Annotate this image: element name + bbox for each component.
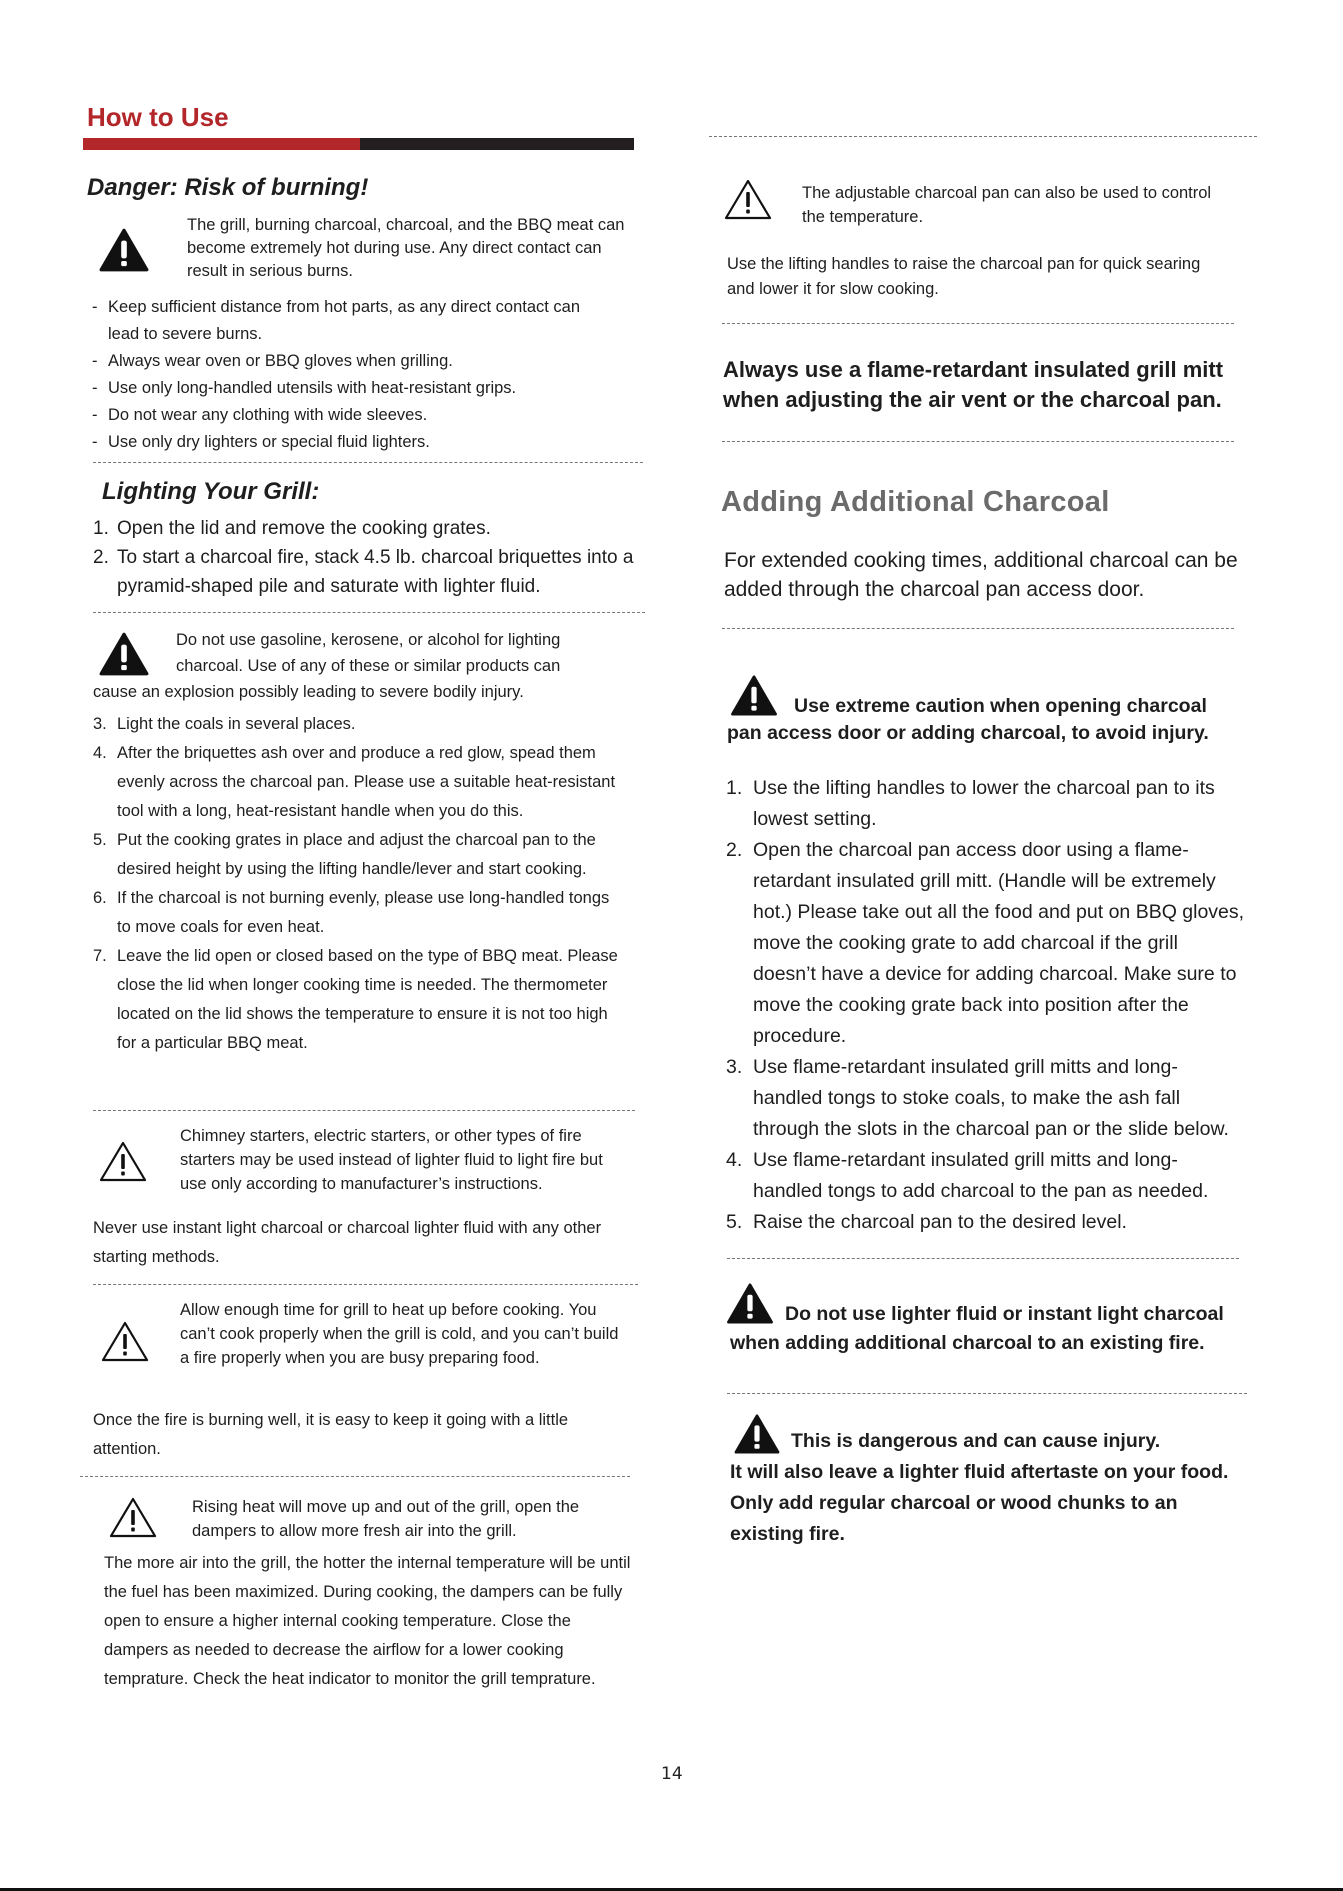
lighting-steps: [93, 514, 653, 601]
divider: [727, 1258, 1239, 1259]
lighting-step: 1. Open the lid and remove the cooking grates.: [93, 518, 491, 539]
gasoline-warning: Do not use gasoline, kerosene, or alcohol for lighting charcoal. Use of any of these or similar products can: [176, 631, 561, 675]
warning-triangle-filled-icon: [726, 1283, 774, 1324]
caution-text: Use extreme caution when opening charcoal: [794, 695, 1207, 717]
lighting-step: 2. To start a charcoal fire, stack 4.5 lb. charcoal briquettes into a pyramid-shaped pile and saturate with lighter fluid.: [93, 547, 634, 597]
divider: [80, 1476, 630, 1477]
adding-step: 4. Use flame-retardant insulated grill mitts and long-handled tongs to add charcoal to the pan as needed.: [726, 1149, 1209, 1202]
divider: [727, 1393, 1247, 1394]
warning-triangle-filled-icon: [730, 675, 778, 716]
rising-heat-warning: Rising heat will move up and out of the grill, open the dampers to allow more fresh air into the grill.: [192, 1498, 580, 1540]
divider: [93, 1110, 635, 1111]
lighting-step: 3. Light the coals in several places.: [93, 715, 356, 733]
danger-list-item: - Always wear oven or BBQ gloves when grilling.: [92, 348, 612, 375]
adding-step: 1. Use the lifting handles to lower the charcoal pan to its lowest setting.: [726, 777, 1215, 830]
lighting-steps-more: [93, 710, 625, 1058]
warning-triangle-outline-icon: [99, 1140, 147, 1182]
divider: [722, 628, 1234, 629]
divider: [722, 441, 1234, 442]
danger-notice-line: Only add regular charcoal or wood chunks to an: [730, 1492, 1178, 1514]
page-number: 14: [661, 1764, 683, 1784]
adding-step: 2. Open the charcoal pan access door using a flame-retardant insulated grill mitt. (Handle will be extremely hot.) Please take out all the food and put on BBQ gloves, move the cooking grate to add charcoal if the grill doesn’t have a device for adding charcoal. Make sure to move the cooking grate back into position after the procedure.: [726, 839, 1245, 1047]
danger-notice-line: It will also leave a lighter fluid aftertaste on your food.: [730, 1461, 1229, 1483]
divider: [93, 612, 645, 613]
gasoline-warning-cont: cause an explosion possibly leading to severe bodily injury.: [93, 683, 524, 701]
lifting-note: Use the lifting handles to raise the charcoal pan for quick searing and lower it for slow cooking.: [727, 255, 1201, 298]
adding-intro: For extended cooking times, additional charcoal can be added through the charcoal pan access door.: [724, 549, 1238, 601]
danger-title: Danger: Risk of burning!: [87, 174, 369, 201]
lighting-step: 6. If the charcoal is not burning evenly, please use long-handled tongs to move coals for even heat.: [93, 889, 610, 936]
lighting-step: 4. After the briquettes ash over and produce a red glow, spead them evenly across the charcoal pan. Please use a suitable heat-resistant tool with a long, heat-resistant handle when you do this.: [93, 744, 616, 820]
divider: [722, 323, 1234, 324]
lighting-title: Lighting Your Grill:: [102, 478, 320, 505]
adding-step: 5. Raise the charcoal pan to the desired level.: [726, 1211, 1127, 1233]
danger-list-item: - Use only long-handled utensils with heat-resistant grips.: [92, 375, 612, 402]
lighter-warning: Do not use lighter fluid or instant light charcoal: [785, 1303, 1224, 1325]
adding-title: Adding Additional Charcoal: [721, 486, 1110, 518]
danger-list-item: - Keep sufficient distance from hot parts, as any direct contact can lead to severe burns.: [92, 294, 593, 348]
title-bar-dark: [360, 138, 634, 150]
adding-steps: [726, 773, 1246, 1238]
lighting-step: 5. Put the cooking grates in place and adjust the charcoal pan to the desired height by using the lifting handle/lever and start cooking.: [93, 831, 596, 878]
divider: [709, 136, 1257, 137]
danger-list: [92, 294, 612, 456]
fire-note: Once the fire is burning well, it is easy to keep it going with a little attention.: [93, 1411, 569, 1458]
warning-triangle-outline-icon: [724, 178, 772, 220]
danger-list-item: - Use only dry lighters or special fluid lighters.: [92, 429, 612, 456]
mitt-notice: Always use a flame-retardant insulated grill mitt when adjusting the air vent or the charcoal pan.: [723, 357, 1224, 412]
lighting-step: 7. Leave the lid open or closed based on the type of BBQ meat. Please close the lid when longer cooking time is needed. The thermometer located on the lid shows the temperature to ensure it is not too high for a particular BBQ meat.: [93, 947, 618, 1052]
adding-step: 3. Use flame-retardant insulated grill mitts and long-handled tongs to stoke coals, to make the ash fall through the slots in the charcoal pan or the slide below.: [726, 1056, 1229, 1140]
chimney-warning: Chimney starters, electric starters, or other types of fire starters may be used instead of lighter fluid to light fire but use only according to manufacturer’s instructions.: [180, 1127, 603, 1193]
warning-triangle-outline-icon: [101, 1320, 149, 1362]
warning-triangle-filled-icon: [99, 228, 149, 272]
warning-triangle-filled-icon: [734, 1414, 780, 1454]
adjustable-warning: The adjustable charcoal pan can also be used to control the temperature.: [802, 184, 1212, 226]
time-warning: Allow enough time for grill to heat up before cooking. You can’t cook properly when the grill is cold, and you can’t build a fire properly when you are busy preparing food.: [180, 1301, 619, 1367]
danger-notice-line: existing fire.: [730, 1523, 845, 1545]
lighter-warning-cont: when adding additional charcoal to an existing fire.: [730, 1332, 1205, 1354]
danger-warning: The grill, burning charcoal, charcoal, and the BBQ meat can become extremely hot during use. Any direct contact can result in serious burns.: [187, 216, 625, 280]
warning-triangle-outline-icon: [109, 1496, 157, 1538]
instant-light-note: Never use instant light charcoal or charcoal lighter fluid with any other starting methods.: [93, 1219, 602, 1266]
danger-notice: This is dangerous and can cause injury.: [791, 1430, 1161, 1452]
divider: [93, 462, 643, 463]
danger-list-item: - Do not wear any clothing with wide sleeves.: [92, 402, 612, 429]
air-paragraph: The more air into the grill, the hotter the internal temperature will be until the fuel has been maximized. During cooking, the dampers can be fully open to ensure a higher internal cooking temperature. Close the dampers as needed to decrease the airflow for a lower cooking temprature. Check the heat indicator to monitor the grill temprature.: [104, 1554, 631, 1688]
section-title: How to Use: [87, 102, 229, 132]
caution-text-cont: pan access door or adding charcoal, to avoid injury.: [727, 722, 1209, 744]
warning-triangle-filled-icon: [99, 632, 149, 676]
divider: [93, 1284, 638, 1285]
title-bar-red: [83, 138, 360, 150]
